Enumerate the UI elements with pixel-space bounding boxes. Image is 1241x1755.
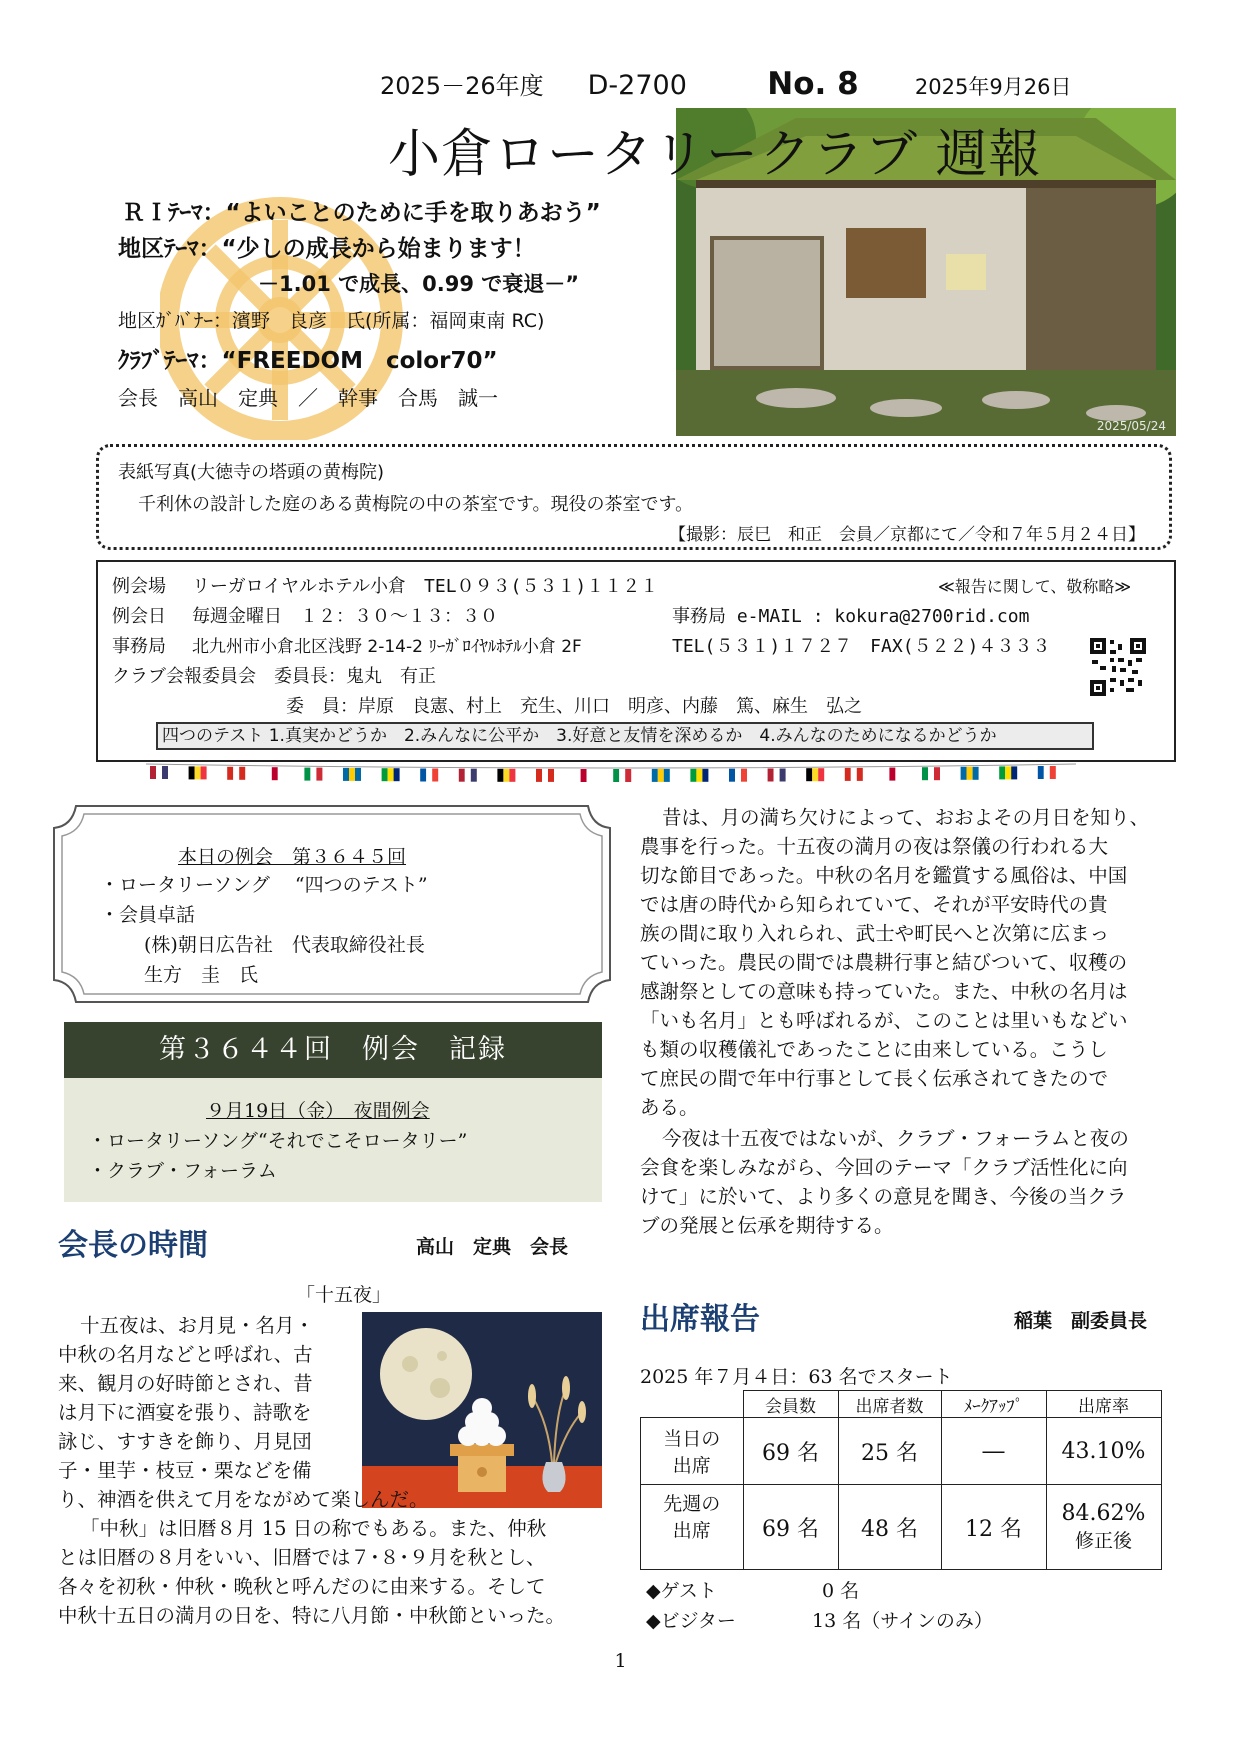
flag-stripe: [156, 766, 162, 779]
flag-stripe: [741, 769, 747, 782]
row-label: [641, 1418, 744, 1485]
column-header: 出席率: [1046, 1391, 1161, 1418]
ri-theme: ＲＩﾃｰﾏ：“よいことのために手を取りあおう”: [122, 200, 601, 226]
flag-stripe: [702, 769, 708, 782]
flag-stripe: [729, 769, 735, 782]
president-text-line: 詠じ、すすきを飾り、月見団: [58, 1430, 312, 1453]
column-text-line: 会食を楽しみながら、今回のテーマ「クラブ活性化に向: [640, 1156, 1128, 1179]
venue-label: 例会場: [112, 576, 166, 597]
flag-stripe: [812, 768, 818, 781]
table-row: [641, 1391, 1162, 1418]
meeting-record-title: 第３６４４回 例会 記録: [64, 1022, 602, 1078]
column-text-line: では唐の時代から知られていて、それが平安時代の貴: [640, 893, 1108, 916]
attendance-reporter: 稲葉 副委員長: [1014, 1310, 1148, 1332]
office-tel-fax: TEL(５３１)１７２７ FAX(５２２)４３３３: [672, 636, 1051, 657]
attended-cell: 25 名: [838, 1418, 941, 1485]
flag-stripe: [304, 768, 310, 781]
rate-cell: [1046, 1485, 1161, 1570]
column-header: 出席者数: [838, 1391, 941, 1418]
flag-stripe: [239, 767, 245, 780]
flag-stripe: [768, 769, 774, 782]
flag-stripe: [189, 766, 195, 779]
flag-stripe: [278, 767, 284, 780]
flag-stripe: [857, 768, 863, 781]
guest-label: ◆ゲスト: [646, 1580, 717, 1602]
district-theme-sub: －1.01 で成長、0.99 で衰退－”: [258, 272, 580, 296]
flag-stripe: [851, 768, 857, 781]
members-cell: 69 名: [743, 1418, 838, 1485]
flag-stripe: [272, 767, 278, 780]
flag-stripe: [1044, 766, 1050, 779]
flag-stripe: [509, 769, 515, 782]
column-text-line: て庶民の間で年中行事として長く伝承されてきたので: [640, 1067, 1109, 1090]
header-line: [380, 66, 1071, 102]
attendance-start: 2025 年７月４日：63 名でスタート: [640, 1366, 953, 1388]
flag-stripe: [934, 767, 940, 780]
today-item: ・ロータリーソング “四つのテスト”: [100, 874, 428, 896]
issue-date: 2025年9月26日: [914, 75, 1072, 99]
flag-stripe: [432, 769, 438, 782]
column-text-line: も類の収穫儀礼であったことに由来している。こうし: [640, 1038, 1108, 1061]
flag-stripe: [426, 769, 432, 782]
president-text-line: り、神酒を供えて月をながめて楽しんだ。: [58, 1488, 429, 1511]
flag-stripe: [394, 768, 400, 781]
visitor-count: 13 名（サインのみ）: [812, 1610, 993, 1632]
office-address: 北九州市小倉北区浅野 2-14-2 ﾘｰｶﾞﾛｲﾔﾙﾎﾃﾙ小倉 2F: [192, 637, 582, 657]
flag-stripe: [1011, 766, 1017, 779]
table-row: [641, 1418, 1162, 1485]
flag-stripe: [465, 769, 471, 782]
attendance-table: [640, 1390, 1162, 1570]
flag-stripe: [845, 768, 851, 781]
flag-stripe: [233, 767, 239, 780]
flag-stripe: [150, 766, 156, 779]
flag-stripe: [201, 766, 207, 779]
flag-stripe: [1005, 766, 1011, 779]
table-corner: [641, 1391, 744, 1418]
caption-credit: 【撮影：辰巳 和正 会員／京都にて／令和７年５月２４日】: [669, 525, 1145, 545]
column-text-line: 切な節目であった。中秋の名月を鑑賞する風俗は、中国: [640, 864, 1128, 887]
today-meeting-title: 本日の例会 第３６４５回: [178, 846, 407, 868]
meeting-record-item: ・クラブ・フォーラム: [88, 1160, 277, 1182]
flag-stripe: [780, 769, 786, 782]
president-text-line: 中秋の名月などと呼ばれ、古: [58, 1343, 313, 1366]
newsletter-title: 小倉ロータリークラブ 週報: [388, 125, 1042, 185]
flag-stripe: [664, 769, 670, 782]
flag-stripe: [889, 768, 895, 781]
four-way-test: 四つのテスト 1.真実かどうか 2.みんなに公平か 3.好意と友情を深めるか 4.みんなのためになるかどうか: [156, 722, 1094, 750]
row-label-line: 当日の: [663, 1428, 721, 1450]
rate-cell: 43.10%: [1046, 1418, 1161, 1485]
president-text-line: 「中秋」は旧暦８月 15 日の称でもある。また、仲秋: [80, 1517, 547, 1540]
flag-stripe: [355, 768, 361, 781]
flag-stripe: [382, 768, 388, 781]
column-header: ﾒｰｸｱｯﾌﾟ: [941, 1391, 1046, 1418]
attended-cell: 48 名: [838, 1485, 941, 1570]
flag-stripe: [690, 769, 696, 782]
meeting-day: 毎週金曜日 １２：３０～１３：３０: [192, 606, 498, 627]
venue: リーガロイヤルホテル小倉 TEL０９３(５３１)１１２１: [192, 576, 659, 597]
members-cell: 69 名: [743, 1485, 838, 1570]
photo-date-stamp: 2025/05/24: [1096, 419, 1166, 433]
flag-stripe: [973, 767, 979, 780]
flag-stripe: [497, 769, 503, 782]
flag-stripe: [928, 767, 934, 780]
flag-stripe: [883, 768, 889, 781]
row-label-line: 出席: [672, 1455, 711, 1477]
president-text-line: は月下に酒宴を張り、詩歌を: [58, 1401, 312, 1424]
column-text-line: 今夜は十五夜ではないが、クラブ・フォーラムと夜の: [662, 1127, 1129, 1150]
flag-stripe: [961, 767, 967, 780]
caption-title: 表紙写真(大徳寺の塔頭の黄梅院): [118, 462, 385, 483]
flag-stripe: [735, 769, 741, 782]
flag-stripe: [581, 769, 587, 782]
flag-stripe: [1038, 766, 1044, 779]
flag-stripe: [619, 769, 625, 782]
flag-stripe: [227, 767, 233, 780]
president-text-line: 各々を初秋・仲秋・晩秋と呼んだのに由来する。そして: [58, 1575, 546, 1598]
committee-members: 委 員：岸原 良憲、村上 充生、川口 明彦、内藤 篤、麻生 弘之: [286, 696, 862, 717]
flag-stripe: [774, 769, 780, 782]
flag-stripe: [658, 769, 664, 782]
flag-stripe: [922, 767, 928, 780]
flag-stripe: [818, 768, 824, 781]
fiscal-year: 2025－26年度: [380, 72, 544, 100]
president-text-line: 子・里芋・枝豆・栗などを備: [58, 1459, 312, 1482]
flag-stripe: [542, 769, 548, 782]
column-text-line: 昔は、月の満ち欠けによって、おおよその月日を知り、: [662, 806, 1150, 829]
page-number: 1: [614, 1650, 627, 1672]
meeting-record-item: ・ロータリーソング“それでこそロータリー”: [88, 1130, 468, 1152]
flag-stripe: [587, 769, 593, 782]
flag-stripe: [503, 769, 509, 782]
flag-stripe: [459, 769, 465, 782]
flag-stripe: [999, 766, 1005, 779]
flag-stripe: [266, 767, 272, 780]
table-row: [641, 1485, 1162, 1570]
today-item: 生方 圭 氏: [144, 964, 259, 986]
committee-chair: クラブ会報委員会 委員長：鬼丸 有正: [112, 666, 436, 687]
flag-stripe: [349, 768, 355, 781]
column-text-line: 「いも名月」とも呼ばれるが、このことは里いもなどい: [640, 1009, 1128, 1032]
visitor-label: ◆ビジター: [646, 1610, 736, 1632]
district-theme: 地区ﾃｰﾏ：“少しの成長から始まります！: [118, 236, 536, 262]
president-text-line: とは旧暦の８月をいい、旧暦では７･８･９月を秋とし、: [58, 1546, 546, 1569]
attendance-heading: 出席報告: [640, 1302, 760, 1337]
flag-stripe: [420, 769, 426, 782]
row-label-line: 先週の: [663, 1493, 721, 1515]
district-governor: 地区ｶﾞﾊﾞﾅｰ：濱野 良彦 氏(所属：福岡東南 RC): [118, 310, 545, 332]
caption-text: 千利休の設計した庭のある黄梅院の中の茶室です。現役の茶室です。: [138, 494, 694, 515]
flag-stripe: [696, 769, 702, 782]
column-text-line: 族の間に取り入れられ、武士や町民へと次第に広まっ: [640, 922, 1110, 945]
club-theme: ｸﾗﾌﾞﾃｰﾏ：“FREEDOM color70”: [118, 348, 498, 374]
flag-stripe: [162, 766, 168, 779]
issue-number: No. 8: [767, 66, 859, 102]
column-header: 会員数: [743, 1391, 838, 1418]
meeting-record-date: ９月19日（金） 夜間例会: [206, 1100, 430, 1122]
flag-stripe: [471, 769, 477, 782]
flag-stripe: [652, 769, 658, 782]
flag-stripe: [310, 768, 316, 781]
flag-stripe: [1050, 766, 1056, 779]
flag-stripe: [388, 768, 394, 781]
district-code: D-2700: [587, 70, 687, 101]
column-text-line: けて」に於いて、より多くの意見を聞き、今後の当クラ: [640, 1185, 1127, 1208]
office-email: 事務局 e-MAIL : kokura@2700rid.com: [672, 606, 1030, 627]
flag-stripe: [575, 769, 581, 782]
row-label-line: 出席: [672, 1520, 711, 1542]
president-text-line: 来、観月の好時節とされ、昔: [58, 1372, 313, 1395]
column-text-line: 感謝祭としての意味も持っていた。また、中秋の名月は: [640, 980, 1128, 1003]
makeup-cell: ―: [941, 1418, 1046, 1485]
flag-stripe: [625, 769, 631, 782]
guest-count: 0 名: [822, 1580, 860, 1602]
column-text-line: ブの発展と伝承を期待する。: [640, 1214, 894, 1237]
flag-stripe: [316, 768, 322, 781]
president-name: 高山 定典 会長: [416, 1236, 569, 1258]
column-text-line: ていった。農民の間では農耕行事と結びついて、収穫の: [640, 951, 1128, 974]
flag-stripe: [806, 768, 812, 781]
today-item: ・会員卓話: [100, 904, 196, 926]
qr-code-icon: [1090, 638, 1146, 696]
president-topic: 「十五夜」: [296, 1284, 392, 1306]
rate-value: 84.62%: [1061, 1501, 1146, 1526]
meeting-day-label: 例会日: [112, 606, 166, 627]
president-text-line: 中秋十五日の満月の日を、特に八月節・中秋節といった。: [58, 1604, 566, 1627]
row-label: [641, 1485, 744, 1570]
rate-note: 修正後: [1074, 1530, 1132, 1552]
makeup-cell: 12 名: [941, 1485, 1046, 1570]
flag-stripe: [548, 769, 554, 782]
flag-stripe: [195, 766, 201, 779]
president-text-line: 十五夜は、お月見・名月・: [80, 1314, 315, 1337]
flag-garland-icon: [146, 760, 1076, 790]
president-heading: 会長の時間: [58, 1228, 208, 1263]
office-label: 事務局: [112, 636, 166, 657]
flag-stripe: [613, 769, 619, 782]
today-item: (株)朝日広告社 代表取締役社長: [144, 934, 425, 956]
flag-stripe: [536, 769, 542, 782]
column-text-line: ある。: [640, 1096, 699, 1119]
flag-stripe: [343, 768, 349, 781]
flag-stripe: [895, 768, 901, 781]
flag-stripe: [967, 767, 973, 780]
club-officers: 会長 高山 定典 ／ 幹事 合馬 誠一: [118, 386, 498, 410]
honorific-note: ≪報告に関して、敬称略≫: [938, 577, 1132, 596]
moon-viewing-illustration: [362, 1312, 602, 1508]
column-text-line: 農事を行った。十五夜の満月の夜は祭儀の行われる大: [640, 835, 1109, 858]
